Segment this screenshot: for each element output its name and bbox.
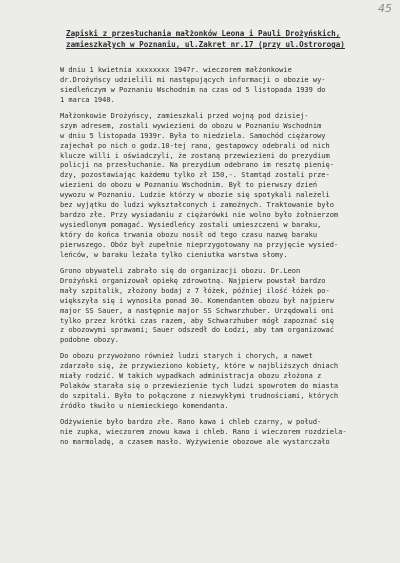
text-line: nie zupka, wieczorem znowu kawa i chleb. Rano i wieczorem rozdziela- — [60, 427, 347, 436]
text-line: siedleńczym w Poznaniu Wschodnim na czas od 5 listopada 1939 do — [60, 85, 326, 94]
text-line: bez wyjątku do ludzi wykształconych i zamożnych. Traktowanie było — [60, 201, 334, 210]
text-line: do szpitali. Było to połączone z niezwykłymi trudnościami, których — [60, 392, 339, 401]
title-line: Zapiski z przesłuchania małżonków Leona i Pauli Drożyńskich, — [66, 29, 341, 38]
page-number: 45 — [378, 2, 392, 15]
text-line: mały szpitalik, złożony bodaj z 7 łóżek, później ilość łóżek po- — [60, 286, 330, 295]
text-line: policji na przesłuchanie. Na prezydium odebrano im resztę pienię- — [60, 161, 334, 170]
paragraph — [60, 66, 390, 106]
paragraph — [60, 418, 390, 448]
text-line: bardzo złe. Przy wysiadaniu z ciężarówki nie wolno było żołnierzom — [60, 211, 339, 220]
paragraph — [60, 267, 390, 347]
text-line: pierwszego. Obóz był zupełnie nieprzygotowany na przyjęcie wysied- — [60, 240, 339, 249]
text-line: większyła się i wynosiła ponad 30. Komendantem obozu był najpierw — [60, 296, 334, 305]
text-line: Drożyński organizował opiekę zdrowotną. Najpierw powstał bardzo — [60, 276, 326, 285]
paragraph — [60, 112, 390, 261]
text-line: wiezieni do obozu w Poznaniu Wschodnim. Był to pierwszy dzień — [60, 181, 318, 190]
text-line: zdarzało się, że przywieziono kobiety, które w najbliższych dniach — [60, 362, 339, 371]
document-body — [60, 66, 390, 448]
text-line: miały rodzić. W takich wypadkach administracja obozu złożona z — [60, 372, 322, 381]
text-line: no marmoladę, a czasem masło. Wyżywienie obozowe ale wystarczało — [60, 437, 330, 446]
text-line: dr.Drożyńscy udzielili mi następujących informacji o obozie wy- — [60, 75, 326, 84]
text-line: szym adresem, zostali wywiezieni do obozu w Poznaniu Wschodnim — [60, 121, 322, 130]
text-line: wywozu w Poznaniu. Ludzie którzy w obozie się spotykali należeli — [60, 191, 330, 200]
text-line: Do obozu przywożono również ludzi starych i chorych, a nawet — [60, 352, 313, 361]
paragraph — [60, 352, 390, 412]
document-title — [66, 28, 386, 50]
text-line: podobne obozy. — [60, 336, 120, 345]
text-line: wysiedlonym pomagać. Wysiedleńcy zostali umieszczeni w baraku, — [60, 221, 322, 230]
text-line: klucze willi i oświadczyli, że zostaną przewiezieni do prezydium — [60, 151, 330, 160]
text-line: Małżonkowie Drożyńscy, zamieszkali przed wojną pod dzisiej- — [60, 111, 309, 120]
text-line: w dniu 5 listopada 1939r. Była to niedziela. Samochód ciężarowy — [60, 131, 326, 140]
text-line: który do końca trwania obozu nosił od tego czasu nazwę baraku — [60, 231, 318, 239]
text-line: Grono obywateli zabrało się do organizacji obozu. Dr.Leon — [60, 266, 301, 275]
text-line: Odżywienie było bardzo złe. Rano kawa i chleb czarny, w połud- — [60, 417, 322, 426]
text-line: źródło tkwiło u niemieckiego komendanta. — [60, 402, 229, 410]
text-line: 1 marca 1940. — [60, 95, 115, 104]
text-line: major SS Sauer, a następnie major SS Schwarzhuber. Urzędowali oni — [60, 306, 334, 315]
text-line: Polaków starała się o przewiezienie tych ludzi spowrotem do miasta — [60, 382, 339, 391]
text-line: dzy, pozostawiając każdemu tylko zł 150,-. Stamtąd zostali prze- — [60, 171, 330, 180]
text-line: W dniu 1 kwietnia xxxxxxxx 1947r. wieczorem małżonkowie — [60, 66, 292, 74]
text-line: leńców, w baraku leżała tylko cieniutka warstwa słomy. — [60, 250, 288, 259]
title-line: zamieszkałych w Poznaniu, ul.Zakręt nr.17 (przy ul.Ostroroga) — [66, 40, 345, 49]
text-line: z obozowymi sprawami; Sauer odszedł do Łodzi, aby tam organizować — [60, 326, 334, 335]
text-line: zajechał po nich o godz.10-tej rano, gestapowcy odebrali od nich — [60, 141, 330, 150]
text-line: tylko przez krótki czas razem, aby Schwarzhuber mógł zapoznać się — [60, 316, 334, 325]
